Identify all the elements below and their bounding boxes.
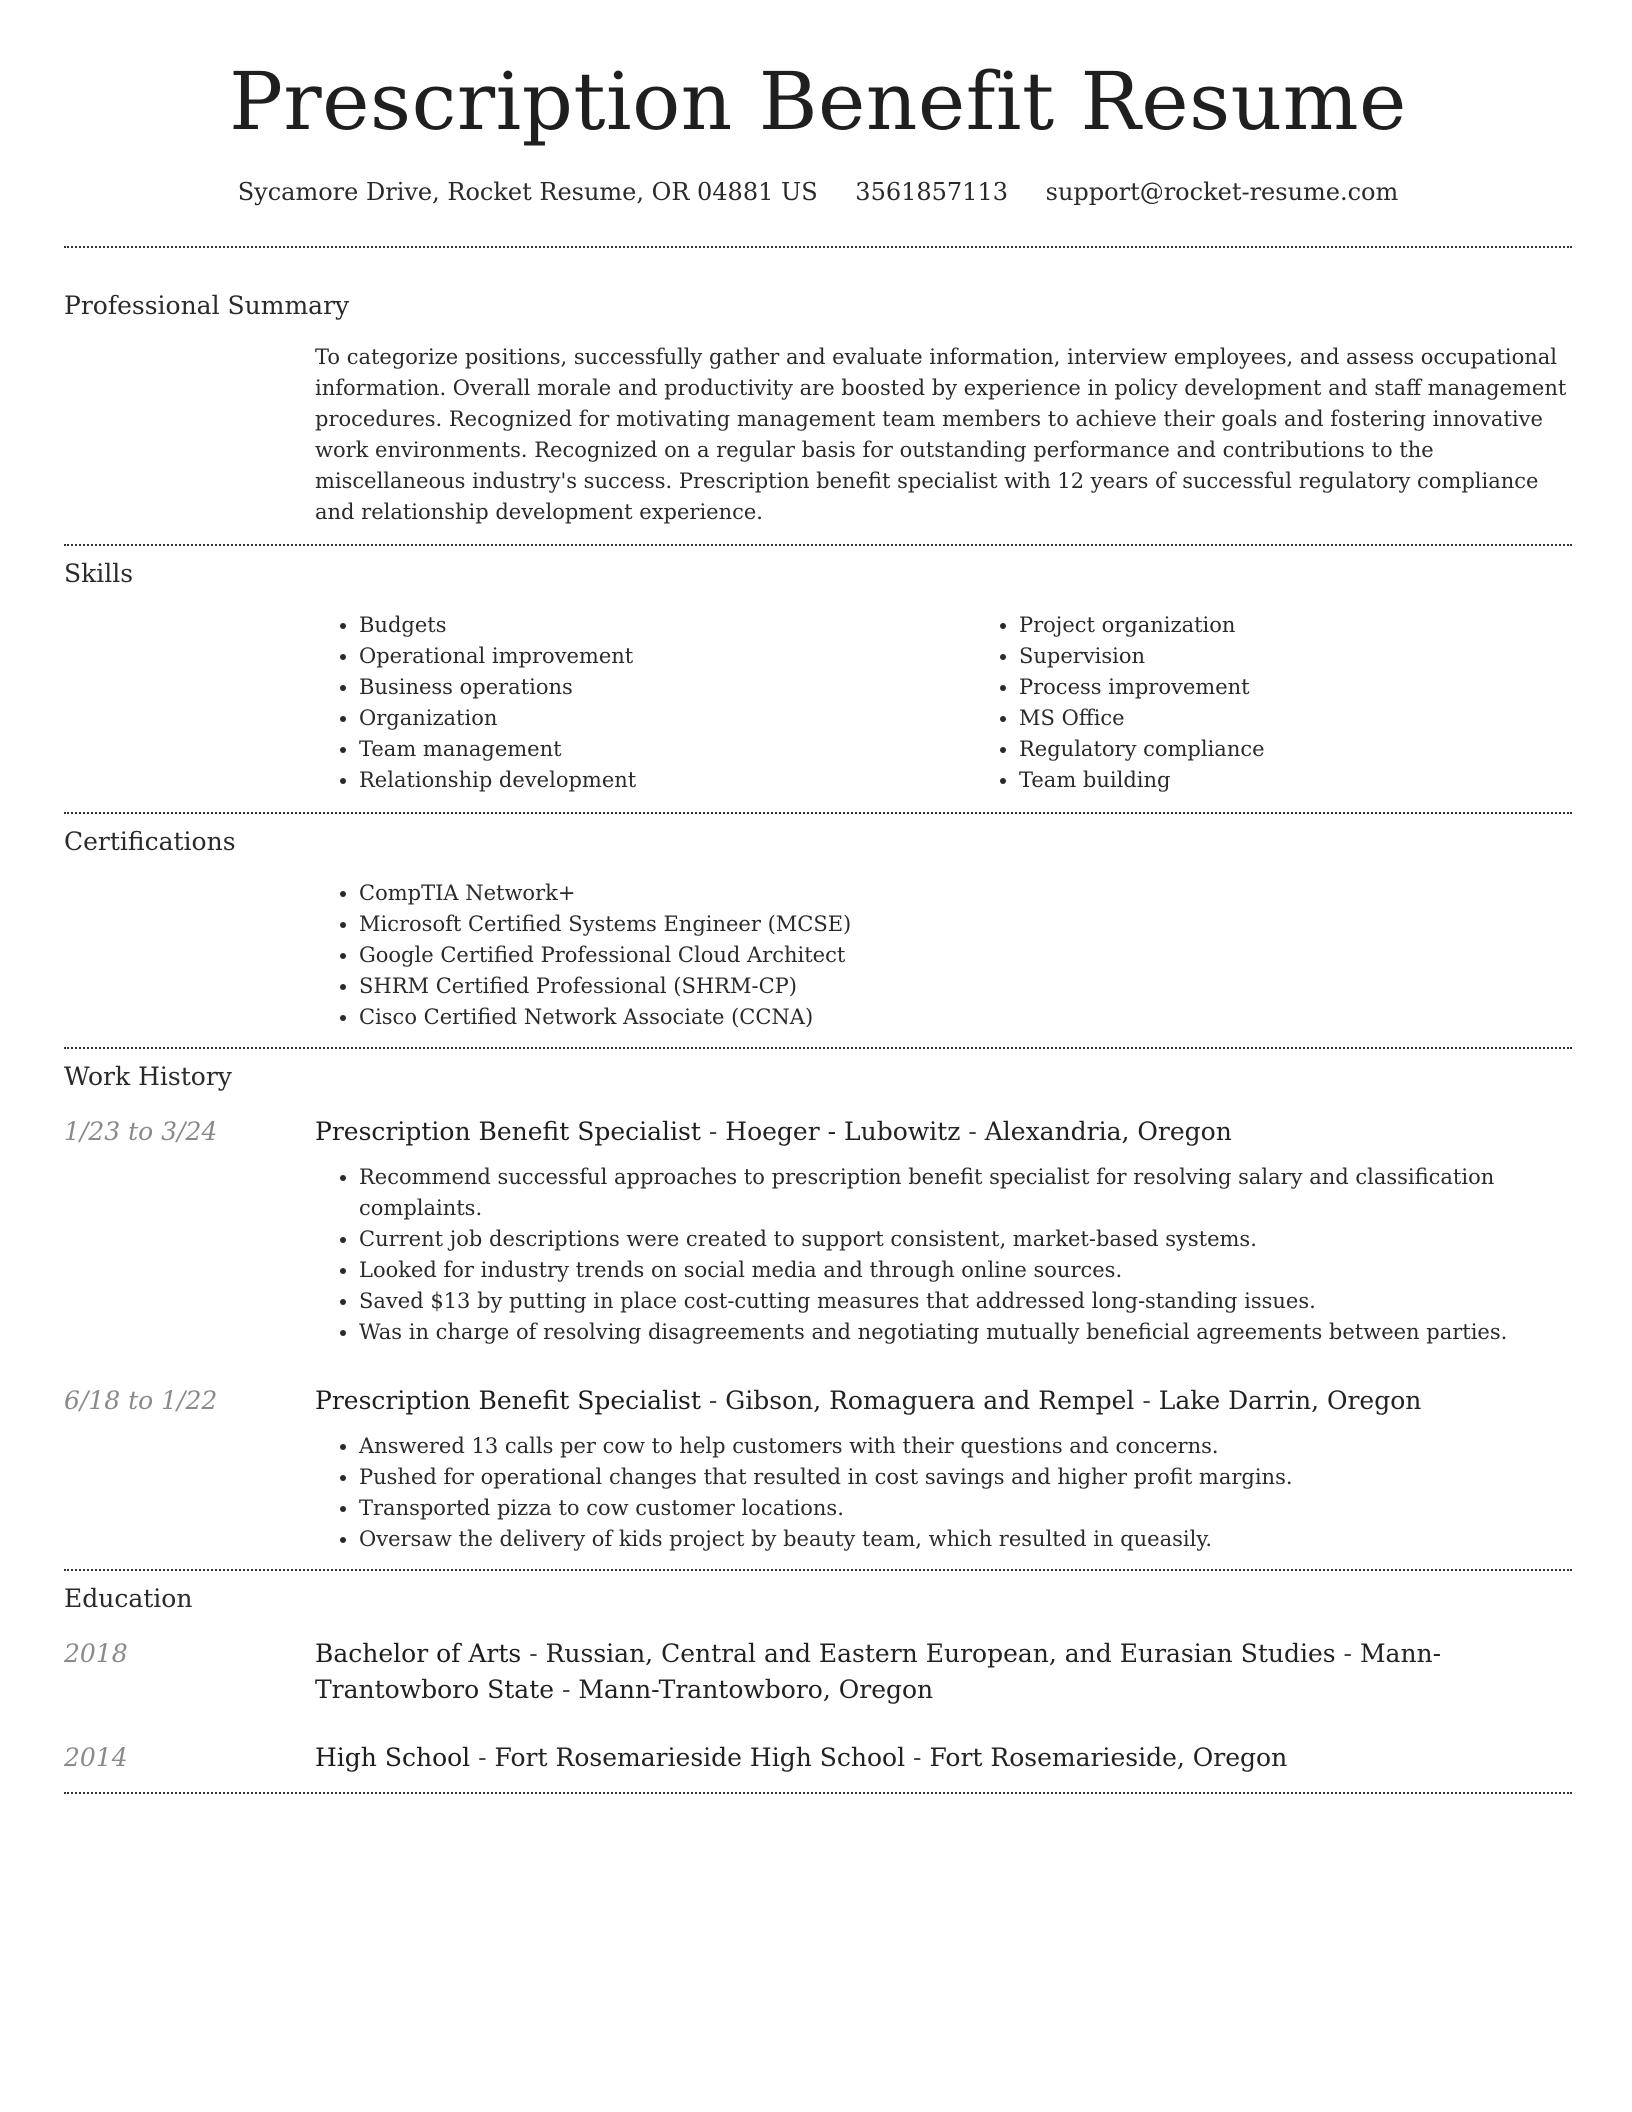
section-title-certifications: Certifications [64,827,236,856]
job-bullet: • Looked for industry trends on social media and through online sources. [359,1255,1572,1286]
job-location: Lake Darrin, Oregon [1158,1386,1422,1415]
contact-line [64,174,1572,210]
skill-item: • Business operations [359,672,975,703]
separator: - [1134,1386,1159,1415]
section-title-work: Work History [64,1062,232,1091]
section-title-education: Education [64,1584,193,1613]
job-role: Prescription Benefit Specialist [315,1117,701,1146]
education-year: 2018 [64,1639,128,1668]
contact-phone: 3561857113 [855,178,1008,206]
education-section [64,1571,1572,1776]
separator: - [700,1386,726,1415]
skill-item: • MS Office [1019,703,1632,734]
separator: - [1335,1639,1360,1668]
job-bullet: • Oversaw the delivery of kids project by beauty team, which resulted in queasily. [359,1524,1572,1555]
summary-text: To categorize positions, successfully gather and evaluate information, interview employees, and assess occupational information. Overall morale and productivity are boosted by experience in policy development and staff management procedures. Recognized for motivating management team members to achieve their goals and fostering innovative work environments. Recognized on a regular basis for outstanding performance and contributions to the miscellaneous industry's success. Prescription benefit specialist with 12 years of successful regulatory compliance and relationship development experience. [315,345,1567,524]
education-degree: Bachelor of Arts [315,1639,522,1668]
education-school: Mann-Trantowboro State [315,1639,1442,1704]
job-title-line [315,1383,1572,1419]
certifications-list [315,878,1572,1033]
education-location: Mann-Trantowboro, Oregon [578,1675,934,1704]
skill-item: • Operational improvement [359,641,975,672]
education-entry [64,1636,1572,1708]
job-bullets [315,1431,1572,1555]
education-location: Fort Rosemarieside, Oregon [929,1743,1288,1772]
job-location: Alexandria, Oregon [984,1117,1232,1146]
skill-item: • Budgets [359,610,975,641]
skill-item: • Process improvement [1019,672,1632,703]
section-title-skills: Skills [64,559,134,588]
summary-section [64,248,1572,528]
certification-item: • Microsoft Certified Systems Engineer (MCSE) [359,909,1572,940]
skills-list-right [975,610,1632,796]
education-title-line [315,1636,1572,1708]
job-entry [64,1383,1572,1555]
separator: - [960,1117,985,1146]
education-title-line [315,1740,1572,1776]
skill-item: • Supervision [1019,641,1632,672]
job-bullets [315,1162,1572,1348]
contact-email: support@rocket-resume.com [1045,178,1399,206]
education-degree: High School [315,1743,471,1772]
job-role: Prescription Benefit Specialist [315,1386,701,1415]
job-dates: 1/23 to 3/24 [64,1117,218,1146]
job-bullet: • Saved $13 by putting in place cost-cutting measures that addressed long-standing issues. [359,1286,1572,1317]
skill-item: • Relationship development [359,765,975,796]
education-entry [64,1740,1572,1776]
job-entry [64,1114,1572,1348]
skill-item: • Team building [1019,765,1632,796]
section-title-summary: Professional Summary [64,291,350,320]
skill-item: • Team management [359,734,975,765]
job-bullet: • Recommend successful approaches to prescription benefit specialist for resolving salary and classification complaints. [359,1162,1572,1224]
job-bullet: • Was in charge of resolving disagreements and negotiating mutually beneficial agreements between parties. [359,1317,1572,1348]
resume-page [64,0,1572,1794]
job-dates: 6/18 to 1/22 [64,1386,218,1415]
skill-item: • Regulatory compliance [1019,734,1632,765]
job-employer: Gibson, Romaguera and Rempel [725,1386,1135,1415]
separator: - [554,1675,579,1704]
separator: - [521,1639,546,1668]
divider [64,1792,1572,1794]
certification-item: • Cisco Certified Network Associate (CCNA) [359,1002,1572,1033]
job-bullet: • Transported pizza to cow customer locations. [359,1493,1572,1524]
certification-item: • SHRM Certified Professional (SHRM-CP) [359,971,1572,1002]
certification-item: • Google Certified Professional Cloud Architect [359,940,1572,971]
certification-item: • CompTIA Network+ [359,878,1572,909]
skill-item: • Project organization [1019,610,1632,641]
separator: - [905,1743,930,1772]
work-history-section [64,1049,1572,1555]
job-bullet: • Pushed for operational changes that resulted in cost savings and higher profit margins. [359,1462,1572,1493]
education-year: 2014 [64,1743,128,1772]
job-bullet: • Current job descriptions were created to support consistent, market-based systems. [359,1224,1572,1255]
job-title-line [315,1114,1572,1150]
contact-address: Sycamore Drive, Rocket Resume, OR 04881 US [237,178,818,206]
separator: - [470,1743,495,1772]
skill-item: • Organization [359,703,975,734]
education-field: Russian, Central and Eastern European, and Eurasian Studies [545,1639,1336,1668]
education-school: Fort Rosemarieside High School [494,1743,906,1772]
job-employer: Hoeger - Lubowitz [725,1117,961,1146]
skills-list-left [315,610,975,796]
resume-name: Prescription Benefit Resume [229,55,1407,148]
skills-section [64,546,1572,796]
certifications-section [64,814,1572,1033]
job-bullet: • Answered 13 calls per cow to help customers with their questions and concerns. [359,1431,1572,1462]
separator: - [700,1117,726,1146]
